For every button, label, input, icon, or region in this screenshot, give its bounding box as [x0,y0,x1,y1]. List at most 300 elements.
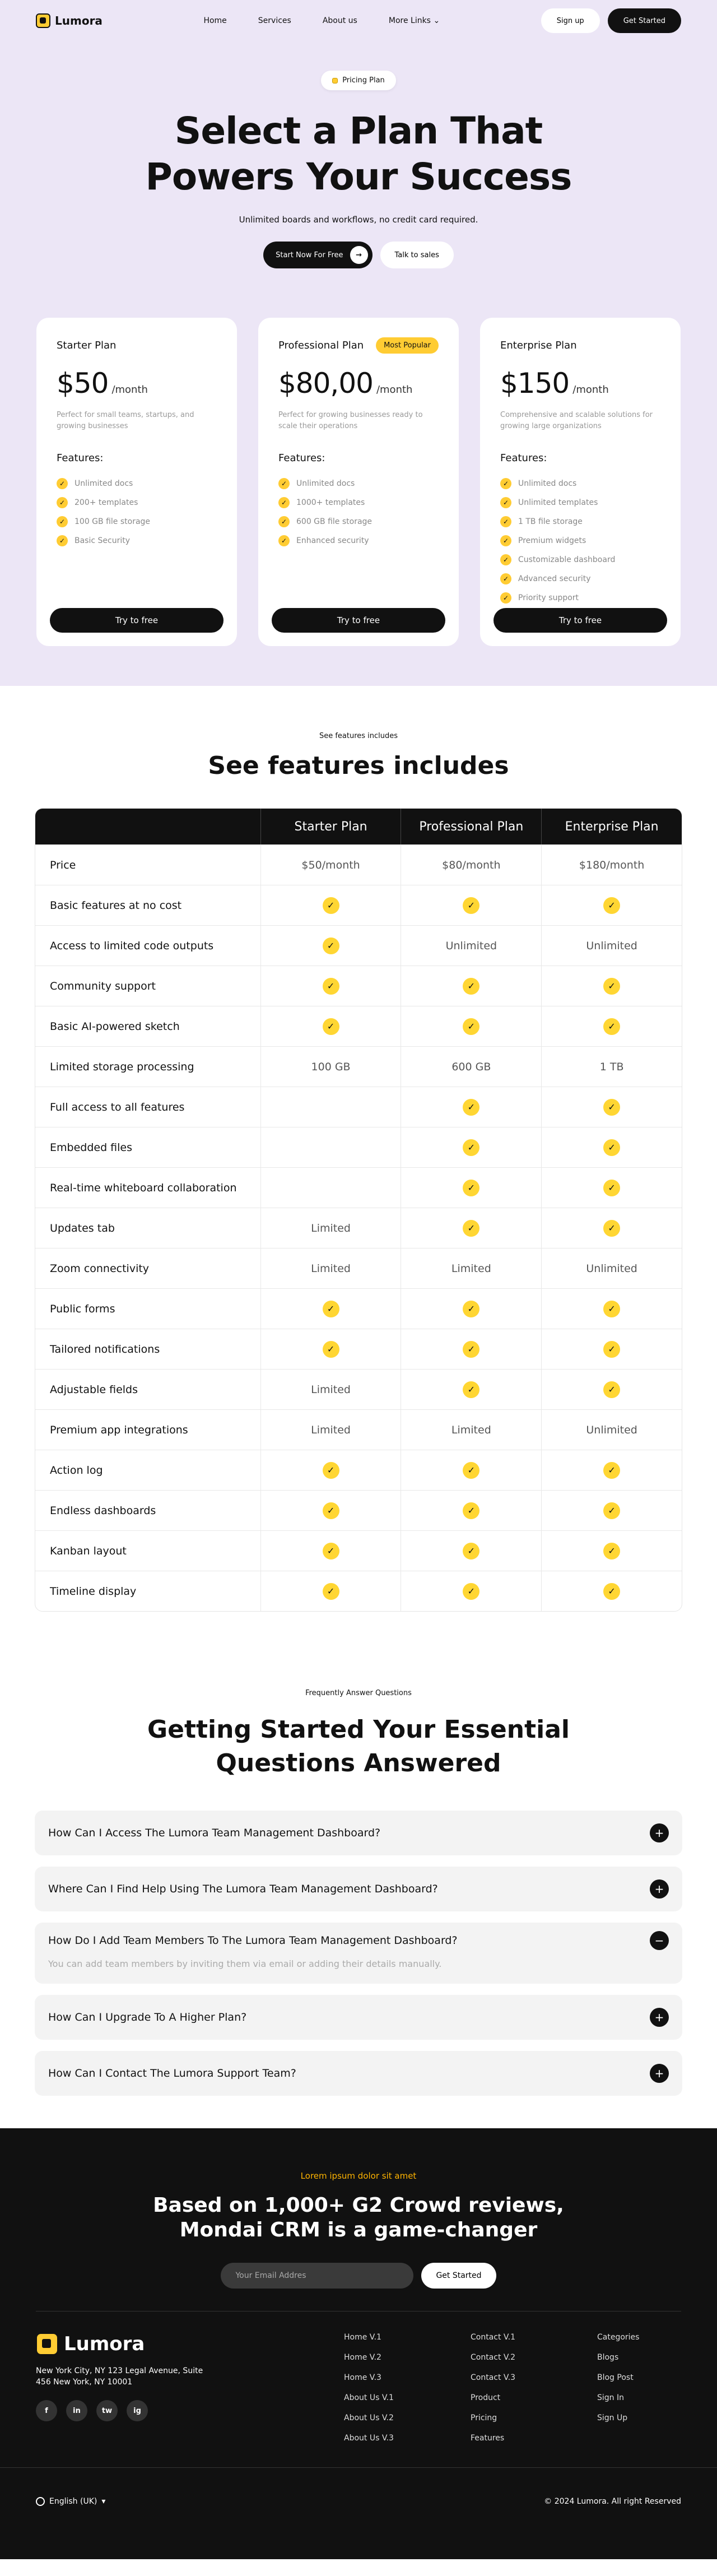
table-row [35,1571,682,1611]
plan-value-cell: Unlimited [541,1410,682,1450]
plan-value-cell [541,1531,682,1571]
plan-value-cell [541,1450,682,1490]
footer-link[interactable]: Sign Up [597,2413,628,2422]
header-cell [35,809,260,844]
faq-item[interactable] [35,1923,682,1984]
footer-get-started-button[interactable]: Get Started [421,2263,496,2289]
check-icon: ✓ [603,1462,620,1479]
plan-description: Perfect for small teams, startups, and growing businesses [57,411,194,430]
feature-label: Unlimited docs [518,479,577,488]
plan-value-cell [260,966,401,1006]
chevron-down-icon: ⌄ [433,16,440,25]
try-free-button-professional[interactable]: Try to free [272,608,445,633]
plan-description: Comprehensive and scalable solutions for growing large organizations [500,411,653,430]
check-icon: ✓ [500,535,511,546]
signup-button[interactable]: Sign up [541,8,600,33]
plus-icon[interactable]: + [650,1879,669,1899]
check-icon: ✓ [463,1583,479,1600]
check-icon: ✓ [603,1220,620,1237]
plan-period: /month [111,384,148,396]
check-icon: ✓ [463,1018,479,1035]
footer [0,2128,717,2559]
social-links [36,2400,344,2421]
comparison-table [35,808,682,1612]
footer-link[interactable]: Contact V.1 [471,2333,516,2342]
plan-value-cell: $50/month [260,845,401,885]
feature-item [57,512,217,531]
feature-name-cell: Kanban layout [50,1544,127,1557]
footer-link[interactable]: Features [471,2434,505,2443]
check-icon: ✓ [603,1099,620,1116]
footer-title-line2: Mondai CRM is a game-changer [179,2218,538,2241]
feature-name-cell: Community support [50,980,156,992]
lumora-logo-icon [36,13,50,28]
hero [0,41,717,686]
check-icon: ✓ [278,516,290,527]
most-popular-badge: Most Popular [376,337,439,354]
faq-item[interactable] [35,1995,682,2040]
table-row [35,925,682,966]
feature-name-cell: Zoom connectivity [50,1262,150,1275]
plan-features [500,474,660,607]
plan-value-cell: $180/month [541,845,682,885]
plan-period: /month [376,384,413,396]
feature-item [500,550,660,569]
newsletter-form [0,2263,717,2289]
plan-value-cell: Unlimited [401,926,541,966]
plan-value-cell [260,885,401,925]
plus-icon[interactable]: + [650,2008,669,2027]
check-icon: ✓ [57,478,68,489]
feature-label: Unlimited docs [296,479,355,488]
try-free-button-starter[interactable]: Try to free [50,608,224,633]
plan-value-cell [541,1571,682,1611]
feature-name-cell: Limited storage processing [50,1060,194,1073]
language-label: English (UK) [49,2496,97,2506]
feature-item [278,493,439,512]
check-icon: ✓ [463,1381,479,1398]
feature-label: Basic Security [75,536,131,545]
faq-title-line1: Getting Started Your Essential [147,1715,570,1744]
faq-title-line2: Questions Answered [216,1749,501,1777]
feature-name-cell: Access to limited code outputs [50,939,214,952]
feature-name-cell: Embedded files [50,1141,133,1154]
plan-price: $50 [57,367,109,400]
check-icon: ✓ [603,1180,620,1196]
footer-col-3 [597,2333,681,2467]
table-row [35,1450,682,1490]
table-row [35,1329,682,1369]
check-icon: ✓ [463,1180,479,1196]
hero-title-line2: Powers Your Success [145,155,572,198]
footer-link[interactable]: About Us V.1 [344,2393,394,2402]
check-icon: ✓ [463,1220,479,1237]
nav-link-more[interactable] [389,16,440,25]
check-icon: ✓ [463,1543,479,1559]
plan-value-cell [260,926,401,966]
pricing-pill [321,71,396,90]
faq-question: How Can I Contact The Lumora Support Team? [48,2067,296,2080]
nav-links [203,16,440,25]
nav-link-about[interactable]: About us [322,16,357,25]
plan-value-cell [260,1329,401,1369]
check-icon: ✓ [323,1301,339,1317]
plan-value-cell [401,1087,541,1127]
check-icon: ✓ [603,1341,620,1358]
feature-item [57,474,217,493]
plan-card-enterprise [480,318,681,646]
plan-value-cell [541,1491,682,1530]
globe-icon [36,2497,45,2506]
header-cell: Enterprise Plan [541,809,682,844]
hero-subtitle: Unlimited boards and workflows, no credit card required. [239,215,478,225]
check-icon: ✓ [323,1502,339,1519]
plan-value-cell [260,1087,401,1127]
features-title: Features: [278,452,325,464]
nav-link-more-label: More Links [388,16,431,25]
check-icon: ✓ [463,1099,479,1116]
feature-name-cell: Tailored notifications [50,1343,160,1356]
plan-value-cell [541,885,682,925]
faq-question-row [48,1867,669,1911]
plan-value-cell: Limited [260,1370,401,1409]
check-icon: ✓ [323,1583,339,1600]
plan-value-cell [401,1168,541,1208]
plan-value-cell [401,1329,541,1369]
plan-value-cell: 100 GB [260,1047,401,1087]
check-icon: ✓ [500,478,511,489]
plan-value-cell: $80/month [401,845,541,885]
faq-eyebrow: Frequently Answer Questions [305,1689,412,1697]
check-icon: ✓ [323,978,339,995]
table-row [35,1530,682,1571]
check-icon: ✓ [323,1018,339,1035]
footer-link[interactable]: Blog Post [597,2373,634,2382]
plan-value-cell [541,1087,682,1127]
plan-value-cell [401,1208,541,1248]
feature-item [500,512,660,531]
plan-value-cell [401,1531,541,1571]
features-section [0,686,717,1612]
faq-question-row [48,1995,669,2040]
feature-name-cell: Timeline display [50,1585,137,1598]
plan-value-cell [541,1127,682,1167]
footer-col-1 [344,2333,471,2467]
plan-value-cell [541,966,682,1006]
plan-value-cell [541,1006,682,1046]
plan-value-cell [260,1006,401,1046]
twitter-icon[interactable]: tw [96,2400,118,2421]
footer-link[interactable]: About Us V.3 [344,2434,394,2443]
table-body [35,844,682,1611]
nav-link-services[interactable]: Services [258,16,291,25]
plan-value-cell [541,1168,682,1208]
footer-link[interactable]: Home V.1 [344,2333,381,2342]
feature-name-cell: Endless dashboards [50,1504,156,1517]
table-row [35,1409,682,1450]
footer-link[interactable]: Home V.2 [344,2353,381,2362]
features-title: See features includes [208,751,509,780]
plan-value-cell [260,1571,401,1611]
feature-item [278,512,439,531]
check-icon: ✓ [603,1018,620,1035]
footer-col-2 [471,2333,597,2467]
header-cell: Professional Plan [401,809,541,844]
feature-label: 600 GB file storage [296,517,373,526]
table-row [35,1369,682,1409]
plan-features [57,474,217,550]
tag-icon [332,78,338,83]
check-icon: ✓ [463,1341,479,1358]
footer-eyebrow: Lorem ipsum dolor sit amet [300,2171,417,2181]
features-title: Features: [500,452,547,464]
top-nav [0,0,717,41]
plan-name: Professional Plan [278,339,364,351]
check-icon: ✓ [57,516,68,527]
feature-label: 200+ templates [75,498,138,507]
feature-item [278,531,439,550]
plan-value-cell: Limited [401,1410,541,1450]
get-started-button[interactable]: Get Started [608,8,681,33]
feature-label: Customizable dashboard [518,555,616,564]
plan-features [278,474,439,550]
copyright: © 2024 Lumora. All right Reserved [544,2496,681,2506]
faq-question: How Can I Upgrade To A Higher Plan? [48,2011,247,2023]
plan-value-cell [401,1450,541,1490]
plan-value-cell: Unlimited [541,1248,682,1288]
check-icon: ✓ [278,535,290,546]
faq-question: Where Can I Find Help Using The Lumora Team Management Dashboard? [48,1883,438,1895]
check-icon: ✓ [500,573,511,584]
plan-description: Perfect for growing businesses ready to scale their operations [278,411,423,430]
plan-value-cell: Limited [260,1248,401,1288]
faq-item[interactable] [35,1811,682,1855]
hero-title-line1: Select a Plan That [174,109,543,152]
footer-link[interactable]: Contact V.3 [471,2373,516,2382]
table-row [35,1208,682,1248]
plan-value-cell [541,1208,682,1248]
footer-brand[interactable] [36,2333,344,2355]
footer-link[interactable]: Product [471,2393,501,2402]
plan-value-cell [260,1531,401,1571]
check-icon: ✓ [603,1139,620,1156]
check-icon: ✓ [463,897,479,914]
plan-value-cell [401,1006,541,1046]
caret-down-icon: ▾ [101,2496,106,2506]
check-icon: ✓ [463,1462,479,1479]
faq-title [0,1713,717,1780]
footer-title-line1: Based on 1,000+ G2 Crowd reviews, [153,2194,564,2217]
email-input[interactable] [221,2263,413,2289]
plan-price: $80,00 [278,367,373,400]
faq-item[interactable] [35,2051,682,2096]
plan-value-cell [260,1168,401,1208]
check-icon: ✓ [278,478,290,489]
check-icon: ✓ [323,1462,339,1479]
check-icon: ✓ [500,554,511,565]
footer-link[interactable]: Categories [597,2333,640,2342]
check-icon: ✓ [323,1543,339,1559]
table-row [35,1490,682,1530]
check-icon: ✓ [323,897,339,914]
check-icon: ✓ [323,1341,339,1358]
check-icon: ✓ [603,1502,620,1519]
feature-label: Unlimited templates [518,498,598,507]
plan-value-cell [260,1450,401,1490]
table-row [35,1167,682,1208]
feature-item [278,474,439,493]
check-icon: ✓ [463,1139,479,1156]
table-row [35,1127,682,1167]
feature-item [500,569,660,588]
check-icon: ✓ [278,497,290,508]
feature-label: Unlimited docs [75,479,133,488]
feature-item [500,474,660,493]
instagram-icon[interactable]: ig [127,2400,148,2421]
plan-period: /month [572,384,609,396]
feature-name-cell: Basic AI-powered sketch [50,1020,180,1033]
table-row [35,1006,682,1046]
check-icon: ✓ [500,516,511,527]
plan-name: Starter Plan [57,339,117,351]
feature-label: Advanced security [518,574,591,583]
table-row [35,1288,682,1329]
plan-value-cell: Unlimited [541,926,682,966]
check-icon: ✓ [463,978,479,995]
pricing-cards [0,318,717,646]
talk-to-sales-button[interactable]: Talk to sales [380,242,454,268]
check-icon: ✓ [500,497,511,508]
plan-value-cell [541,1370,682,1409]
footer-link[interactable]: Home V.3 [344,2373,381,2382]
facebook-icon[interactable]: f [36,2400,57,2421]
pricing-pill-label: Pricing Plan [342,76,385,85]
table-header [35,809,682,844]
plan-value-cell [401,1127,541,1167]
faq-question: How Do I Add Team Members To The Lumora Team Management Dashboard? [48,1934,458,1947]
table-row [35,966,682,1006]
plan-value-cell: 1 TB [541,1047,682,1087]
lumora-logo-icon [36,2333,58,2355]
table-row [35,1248,682,1288]
feature-name-cell: Adjustable fields [50,1383,138,1396]
check-icon: ✓ [500,592,511,604]
feature-label: 1 TB file storage [518,517,583,526]
plan-value-cell [260,1491,401,1530]
feature-label: Enhanced security [296,536,369,545]
features-title: Features: [57,452,104,464]
footer-link[interactable]: Blogs [597,2353,619,2362]
plan-value-cell [401,1370,541,1409]
check-icon: ✓ [603,978,620,995]
feature-name-cell: Basic features at no cost [50,899,182,912]
plus-icon[interactable]: + [650,1823,669,1842]
plan-value-cell: Limited [401,1248,541,1288]
check-icon: ✓ [57,497,68,508]
check-icon: ✓ [603,1301,620,1317]
arrow-right-icon: → [350,246,368,264]
check-icon: ✓ [603,897,620,914]
plan-value-cell: Limited [260,1208,401,1248]
nav-link-home[interactable]: Home [203,16,227,25]
faq-question: How Can I Access The Lumora Team Management Dashboard? [48,1827,381,1839]
faq-question-row [48,2051,669,2096]
footer-link[interactable]: About Us V.2 [344,2413,394,2422]
start-free-label: Start Now For Free [276,250,343,259]
faq-question-row [48,1811,669,1855]
faq-answer: You can add team members by inviting them via email or adding their details manually. [48,1958,442,1969]
faq-item[interactable] [35,1867,682,1911]
plus-icon[interactable]: + [650,2064,669,2083]
feature-label: 1000+ templates [296,498,365,507]
language-selector[interactable] [36,2497,105,2506]
check-icon: ✓ [463,1301,479,1317]
check-icon: ✓ [603,1543,620,1559]
plan-value-cell [401,1289,541,1329]
plan-value-cell [541,1329,682,1369]
plan-value-cell [260,1289,401,1329]
start-free-button[interactable] [263,242,372,268]
feature-item [500,588,660,607]
footer-link[interactable]: Sign In [597,2393,624,2402]
footer-title [0,2193,717,2243]
feature-name-cell: Updates tab [50,1222,115,1234]
brand[interactable] [36,13,103,28]
feature-item [500,531,660,550]
features-eyebrow: See features includes [319,732,398,740]
feature-name-cell: Real-time whiteboard collaboration [50,1181,237,1194]
table-row [35,1087,682,1127]
check-icon: ✓ [463,1502,479,1519]
footer-link[interactable]: Pricing [471,2413,497,2422]
feature-label: Premium widgets [518,536,586,545]
check-icon: ✓ [323,937,339,954]
plan-card-professional [258,318,459,646]
try-free-button-enterprise[interactable]: Try to free [493,608,667,633]
plan-value-cell: Limited [260,1410,401,1450]
table-row [35,885,682,925]
hero-title [0,108,717,200]
linkedin-icon[interactable]: in [66,2400,87,2421]
plan-value-cell [260,1127,401,1167]
plan-card-starter [36,318,237,646]
plan-value-cell [401,1571,541,1611]
feature-name-cell: Premium app integrations [50,1423,188,1436]
plan-value-cell: 600 GB [401,1047,541,1087]
plan-value-cell [401,1491,541,1530]
feature-item [500,493,660,512]
feature-item [57,531,217,550]
plan-value-cell [401,966,541,1006]
footer-address: New York City, NY 123 Legal Avenue, Suite 456 New York, NY 10001 [36,2366,203,2387]
table-row [35,1046,682,1087]
feature-label: Priority support [518,593,579,602]
minus-icon[interactable]: − [650,1931,669,1950]
feature-label: 100 GB file storage [75,517,151,526]
faq-list [35,1811,682,2096]
footer-brand-name: Lumora [64,2333,145,2355]
plan-price: $150 [500,367,570,400]
feature-name-cell: Public forms [50,1302,115,1315]
feature-name-cell: Price [50,858,76,871]
header-cell: Starter Plan [260,809,401,844]
plan-value-cell [541,1289,682,1329]
faq-section [0,1612,717,2096]
feature-name-cell: Full access to all features [50,1101,185,1113]
check-icon: ✓ [57,535,68,546]
footer-link[interactable]: Contact V.2 [471,2353,516,2362]
brand-name: Lumora [55,14,103,27]
